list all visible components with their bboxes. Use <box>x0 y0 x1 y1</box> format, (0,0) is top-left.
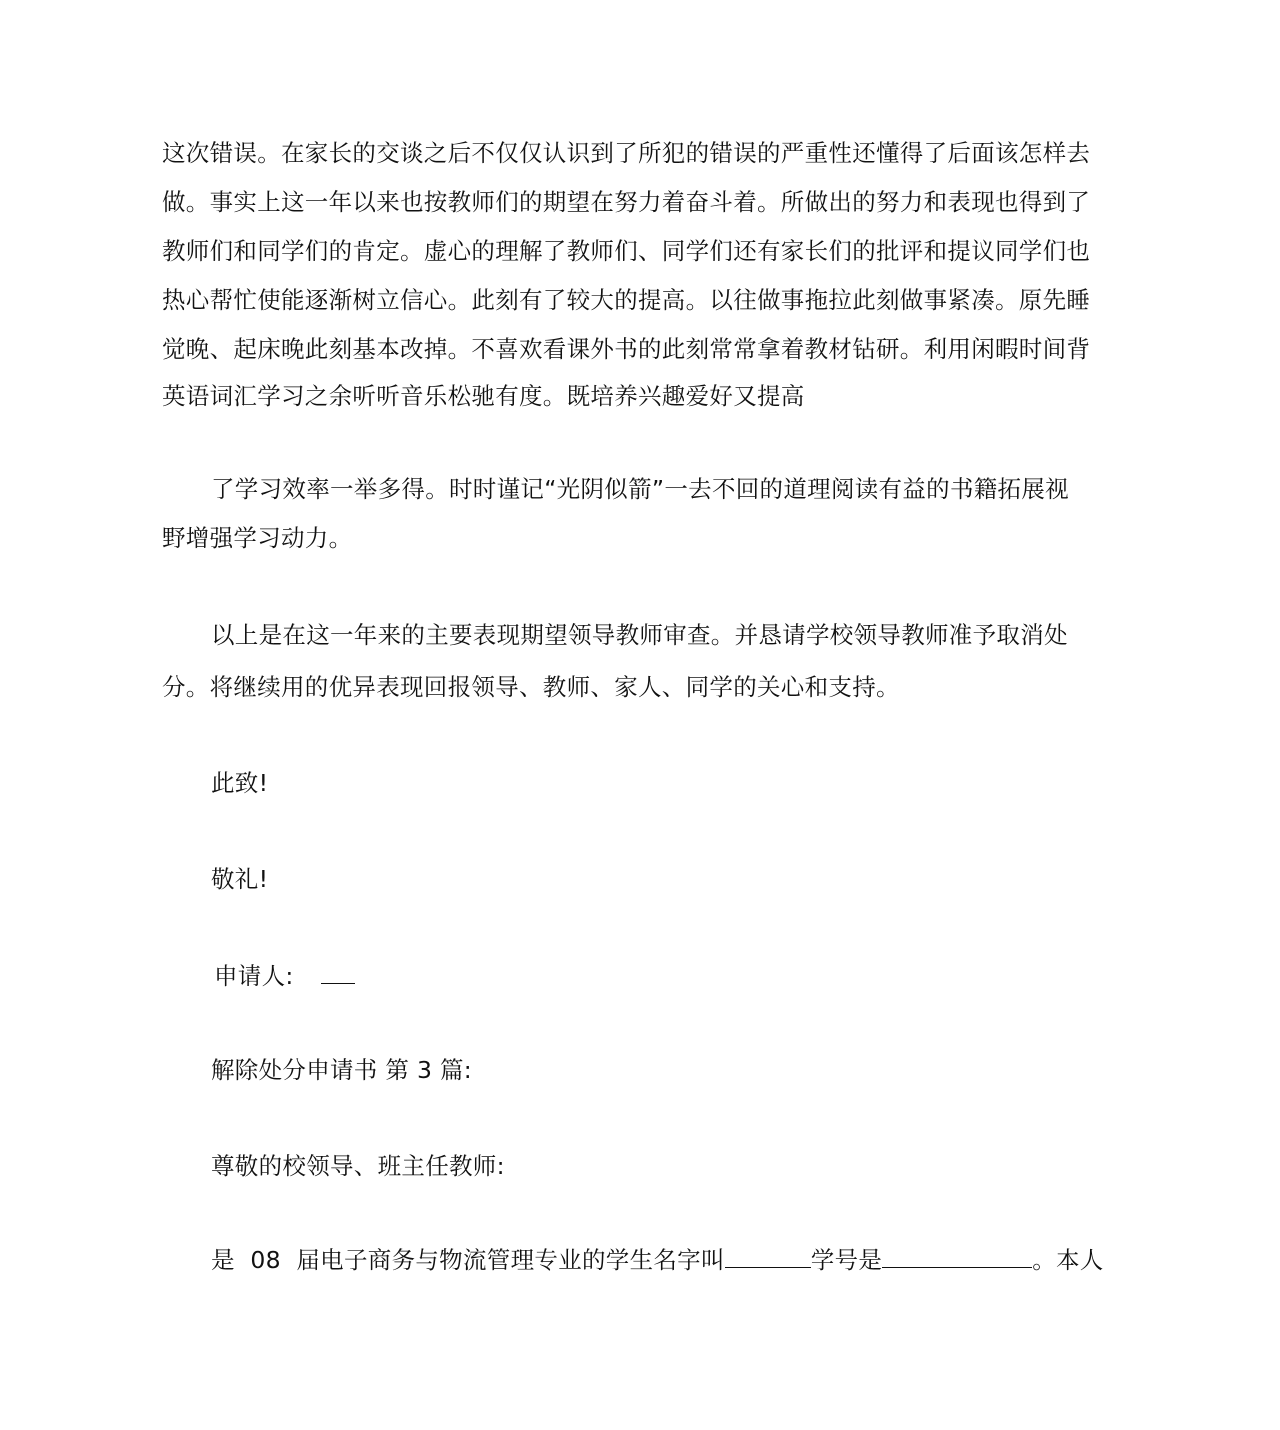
intro-text-part-1: 是 08 届电子商务与物流管理专业的学生名字叫 <box>211 1246 725 1274</box>
paragraph-2-line-2: 野增强学习动力。 <box>162 524 353 552</box>
paragraph-1-line-6: 英语词汇学习之余听听音乐松驰有度。既培养兴趣爱好又提高 <box>162 382 805 410</box>
paragraph-3-line-1: 以上是在这一年来的主要表现期望领导教师审查。并恳请学校领导教师准予取消处 <box>211 621 1068 649</box>
student-name-blank[interactable] <box>725 1245 811 1268</box>
intro-text-part-3: 。本人 <box>1032 1246 1104 1274</box>
student-id-blank[interactable] <box>882 1245 1032 1268</box>
intro-line <box>211 1245 1104 1275</box>
section-title: 解除处分申请书 第 3 篇: <box>211 1056 472 1084</box>
applicant-line <box>214 961 355 991</box>
salutation: 尊敬的校领导、班主任教师: <box>211 1152 505 1180</box>
paragraph-3-line-2: 分。将继续用的优异表现回报领导、教师、家人、同学的关心和支持。 <box>162 673 900 701</box>
intro-text-part-2: 学号是 <box>810 1246 883 1274</box>
paragraph-2-line-1: 了学习效率一举多得。时时谨记“光阴似箭”一去不回的道理阅读有益的书籍拓展视 <box>211 475 1069 503</box>
paragraph-1-line-3: 教师们和同学们的肯定。虚心的理解了教师们、同学们还有家长们的批评和提议同学们也 <box>162 237 1091 265</box>
paragraph-1-line-4: 热心帮忙使能逐渐树立信心。此刻有了较大的提高。以往做事拖拉此刻做事紧凑。原先睡 <box>162 286 1091 314</box>
closing-jing-li: 敬礼! <box>211 865 269 893</box>
paragraph-1-line-5: 觉晚、起床晚此刻基本改掉。不喜欢看课外书的此刻常常拿着教材钻研。利用闲暇时间背 <box>162 335 1091 363</box>
closing-ci-zhi: 此致! <box>211 769 269 797</box>
paragraph-1-line-2: 做。事实上这一年以来也按教师们的期望在努力着奋斗着。所做出的努力和表现也得到了 <box>162 188 1091 216</box>
paragraph-1-line-1: 这次错误。在家长的交谈之后不仅仅认识到了所犯的错误的严重性还懂得了后面该怎样去 <box>162 139 1091 167</box>
applicant-label: 申请人: <box>214 962 294 990</box>
applicant-name-blank[interactable] <box>321 961 355 984</box>
